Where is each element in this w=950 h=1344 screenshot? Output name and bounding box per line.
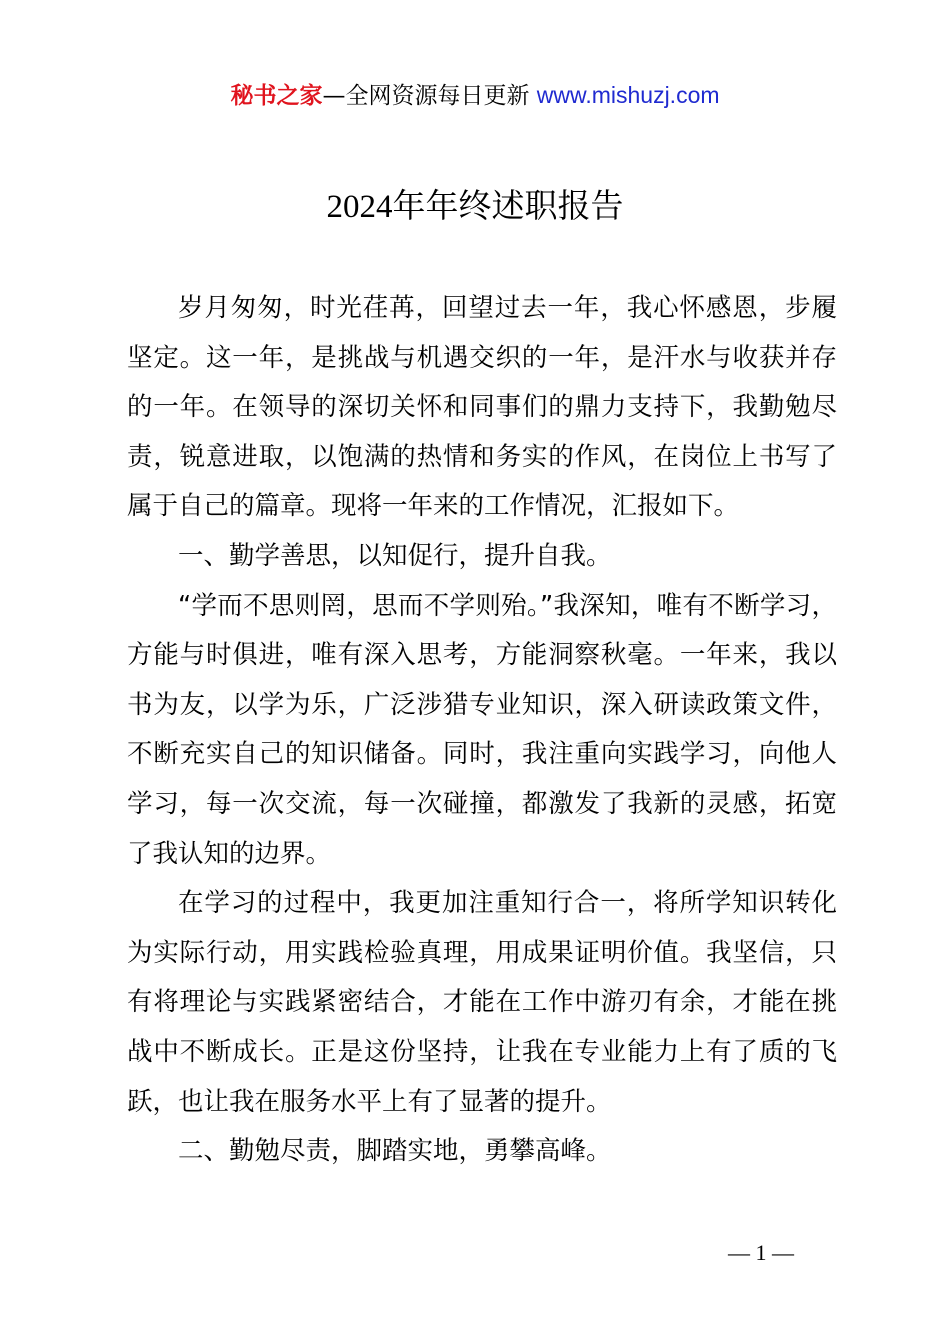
section-heading-2: 二、勤勉尽责，脚踏实地，勇攀高峰。 [178, 1136, 612, 1167]
paragraph-practice: 在学习的过程中，我更加注重知行合一，将所学知识转化为实际行动，用实践检验真理，用成果证明价值。我坚信，只有将理论与实践紧密结合，才能在工作中游刃有余，才能在挑战中不断成长。正是这份坚持，让我在专业能力上有了质的飞跃，也让我在服务水平上有了显著的提升。 [127, 888, 837, 1117]
document-title [0, 182, 950, 231]
site-url-link[interactable]: www.mishuzj.com [536, 82, 720, 108]
title-text: 年年终述职报告 [392, 186, 624, 225]
paragraph-learning: “学而不思则罔，思而不学则殆。”我深知，唯有不断学习，方能与时俱进，唯有深入思考，方能洞察秋毫。一年来，我以书为友，以学为乐，广泛涉猎专业知识，深入研读政策文件，不断充实自己的知识储备。同时，我注重向实践学习，向他人学习，每一次交流，每一次碰撞，都激发了我新的灵感，拓宽了我认知的边界。 [127, 590, 837, 869]
section-heading-1: 一、勤学善思，以知促行，提升自我。 [178, 540, 612, 571]
brand-name: 秘书之家 [230, 83, 323, 109]
title-year: 2024 [326, 189, 393, 225]
document-body [127, 284, 837, 1177]
paragraph-intro: 岁月匆匆，时光荏苒，回望过去一年，我心怀感恩，步履坚定。这一年，是挑战与机遇交织的一年，是汗水与收获并存的一年。在领导的深切关怀和同事们的鼎力支持下，我勤勉尽责，锐意进取，以饱满的热情和务实的作风，在岗位上书写了属于自己的篇章。现将一年来的工作情况，汇报如下。 [127, 293, 837, 522]
site-banner [0, 78, 950, 113]
banner-tagline: —全网资源每日更新 [322, 83, 537, 109]
page-number: — 1 — [728, 1240, 794, 1265]
